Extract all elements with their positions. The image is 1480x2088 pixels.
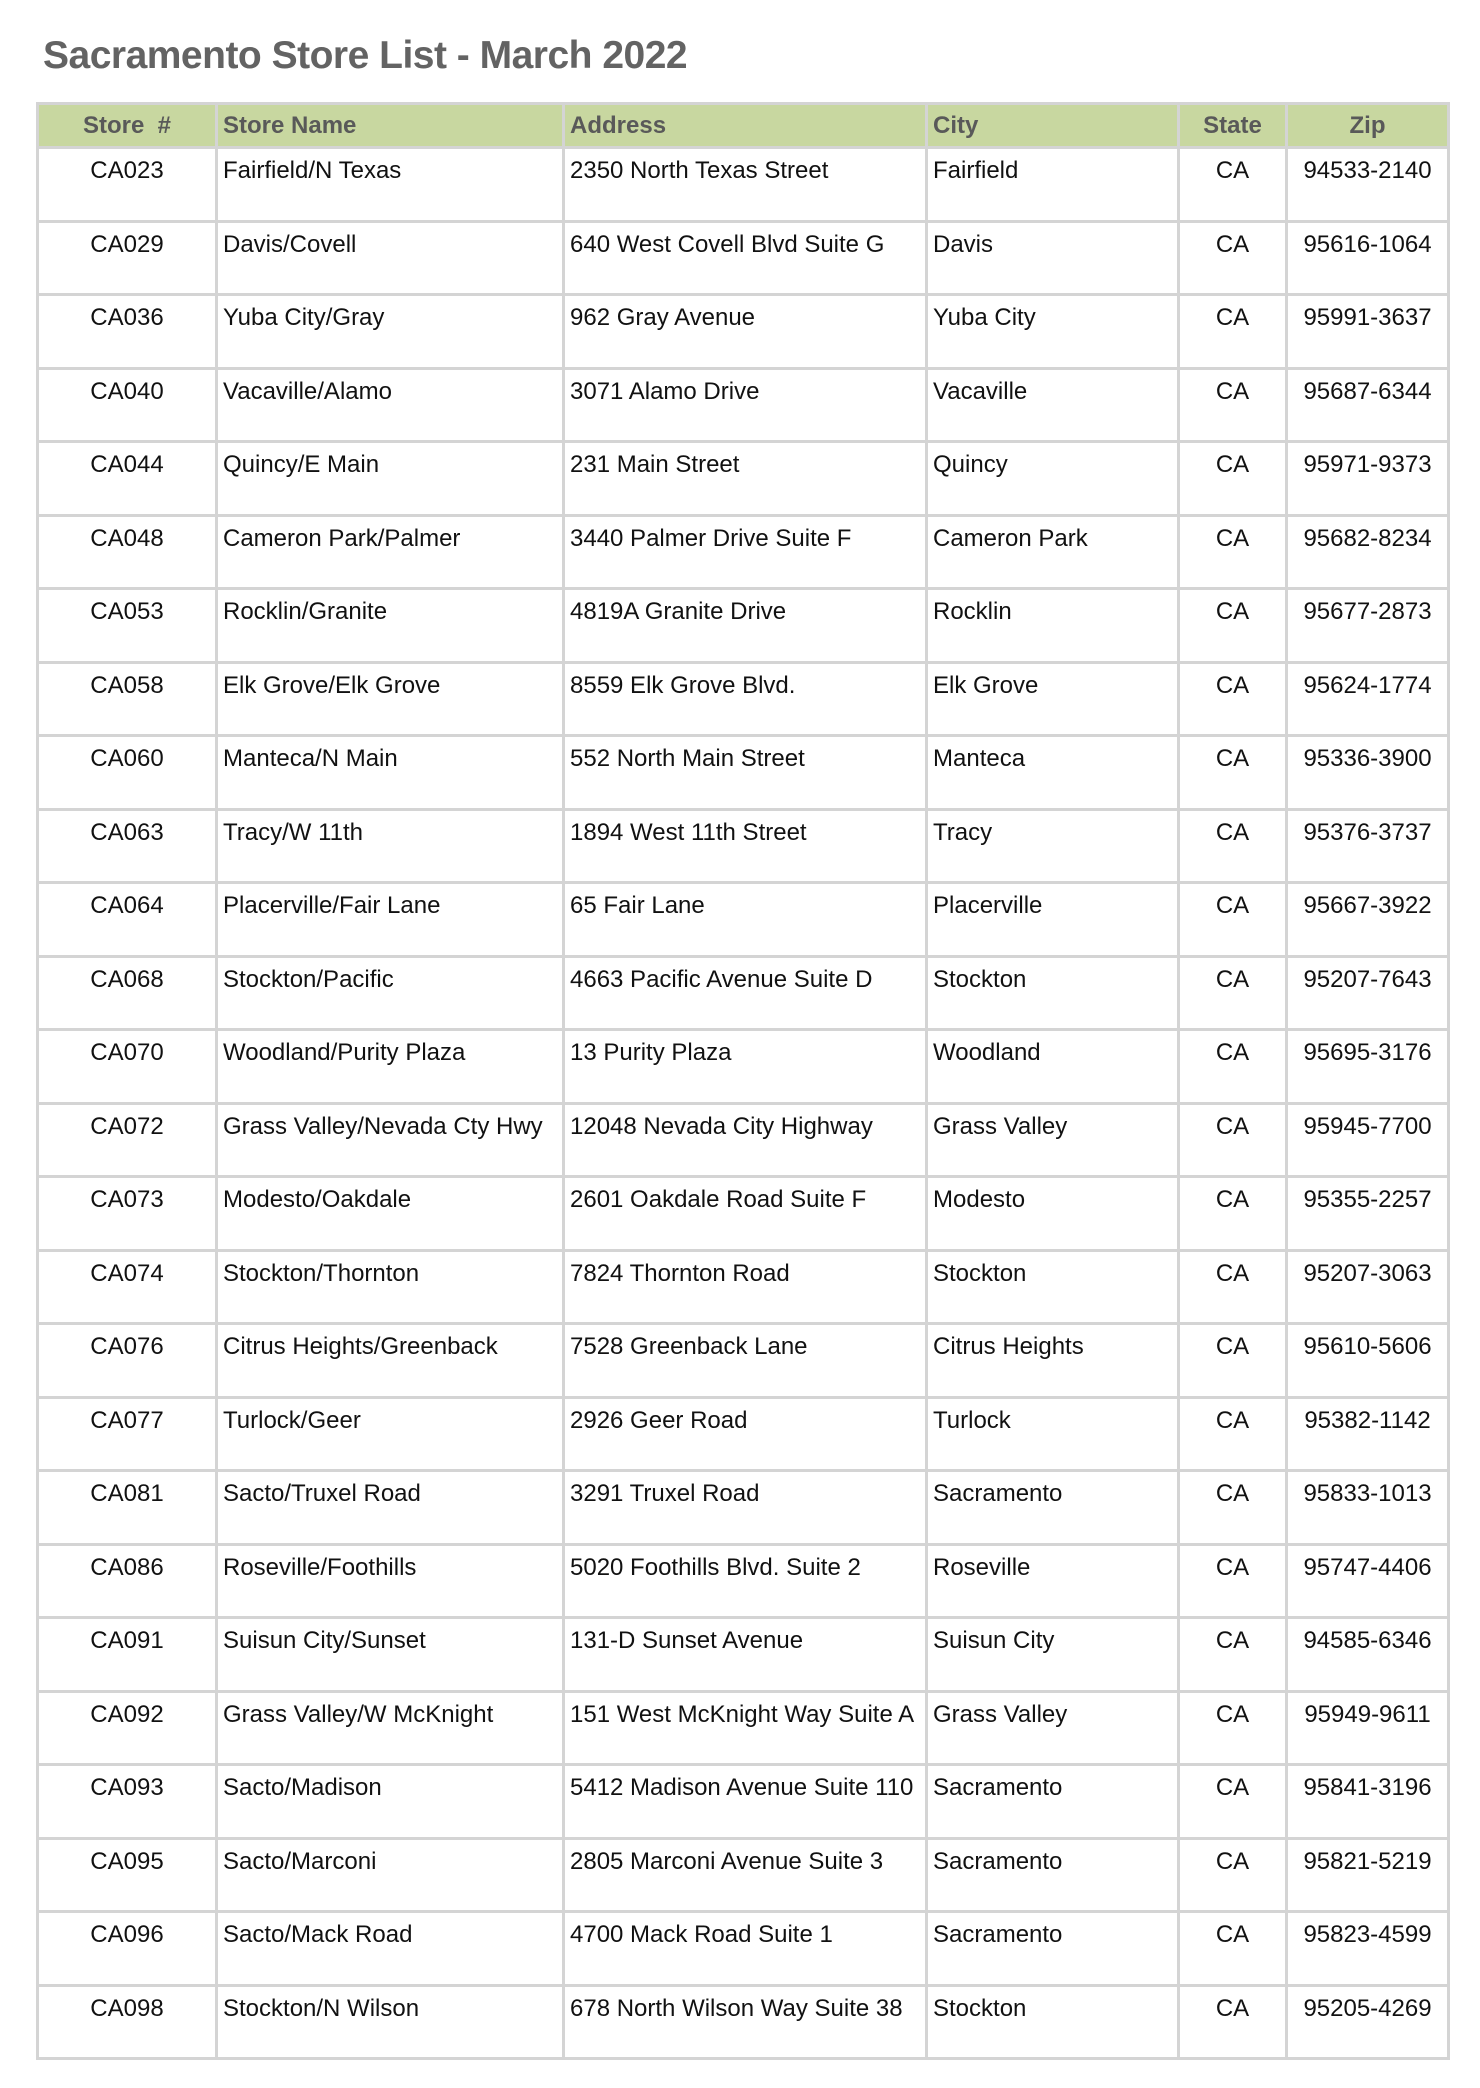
header-zip: Zip <box>1287 104 1449 148</box>
zip-cell: 94585-6346 <box>1287 1618 1449 1692</box>
store-name-cell: Modesto/Oakdale <box>217 1177 564 1251</box>
address-cell: 4819A Granite Drive <box>564 589 927 663</box>
state-cell: CA <box>1179 295 1287 369</box>
store-name-cell: Vacaville/Alamo <box>217 368 564 442</box>
address-cell: 962 Gray Avenue <box>564 295 927 369</box>
address-cell: 3071 Alamo Drive <box>564 368 927 442</box>
store-number-cell: CA058 <box>38 662 217 736</box>
store-name-cell: Cameron Park/Palmer <box>217 515 564 589</box>
city-cell: Rocklin <box>927 589 1179 663</box>
city-cell: Sacramento <box>927 1765 1179 1839</box>
city-cell: Cameron Park <box>927 515 1179 589</box>
table-row <box>38 1985 1449 2059</box>
zip-cell: 95207-3063 <box>1287 1250 1449 1324</box>
header-store-number: Store # <box>38 104 217 148</box>
state-cell: CA <box>1179 442 1287 516</box>
zip-cell: 95376-3737 <box>1287 809 1449 883</box>
city-cell: Suisun City <box>927 1618 1179 1692</box>
state-cell: CA <box>1179 956 1287 1030</box>
store-name-cell: Grass Valley/W McKnight <box>217 1691 564 1765</box>
city-cell: Stockton <box>927 1985 1179 2059</box>
store-number-cell: CA070 <box>38 1030 217 1104</box>
store-number-cell: CA063 <box>38 809 217 883</box>
city-cell: Grass Valley <box>927 1691 1179 1765</box>
table-row <box>38 1250 1449 1324</box>
state-cell: CA <box>1179 221 1287 295</box>
table-row <box>38 1177 1449 1251</box>
store-number-cell: CA040 <box>38 368 217 442</box>
address-cell: 2926 Geer Road <box>564 1397 927 1471</box>
table-row <box>38 809 1449 883</box>
state-cell: CA <box>1179 1838 1287 1912</box>
table-header <box>38 104 1449 148</box>
city-cell: Sacramento <box>927 1838 1179 1912</box>
city-cell: Sacramento <box>927 1912 1179 1986</box>
zip-cell: 95991-3637 <box>1287 295 1449 369</box>
store-table <box>36 102 1450 2060</box>
table-row <box>38 1765 1449 1839</box>
table-row <box>38 1103 1449 1177</box>
store-number-cell: CA098 <box>38 1985 217 2059</box>
address-cell: 640 West Covell Blvd Suite G <box>564 221 927 295</box>
address-cell: 5020 Foothills Blvd. Suite 2 <box>564 1544 927 1618</box>
zip-cell: 95945-7700 <box>1287 1103 1449 1177</box>
store-name-cell: Placerville/Fair Lane <box>217 883 564 957</box>
store-name-cell: Sacto/Truxel Road <box>217 1471 564 1545</box>
address-cell: 2601 Oakdale Road Suite F <box>564 1177 927 1251</box>
store-number-cell: CA095 <box>38 1838 217 1912</box>
table-row <box>38 1618 1449 1692</box>
table-row <box>38 662 1449 736</box>
state-cell: CA <box>1179 883 1287 957</box>
zip-cell: 95382-1142 <box>1287 1397 1449 1471</box>
city-cell: Yuba City <box>927 295 1179 369</box>
store-name-cell: Davis/Covell <box>217 221 564 295</box>
address-cell: 7528 Greenback Lane <box>564 1324 927 1398</box>
city-cell: Quincy <box>927 442 1179 516</box>
zip-cell: 95821-5219 <box>1287 1838 1449 1912</box>
store-name-cell: Fairfield/N Texas <box>217 148 564 222</box>
table-row <box>38 1912 1449 1986</box>
store-name-cell: Grass Valley/Nevada Cty Hwy <box>217 1103 564 1177</box>
table-row <box>38 1838 1449 1912</box>
store-number-cell: CA029 <box>38 221 217 295</box>
address-cell: 65 Fair Lane <box>564 883 927 957</box>
store-name-cell: Elk Grove/Elk Grove <box>217 662 564 736</box>
state-cell: CA <box>1179 589 1287 663</box>
header-state: State <box>1179 104 1287 148</box>
table-row <box>38 1471 1449 1545</box>
header-row <box>38 104 1449 148</box>
state-cell: CA <box>1179 1324 1287 1398</box>
zip-cell: 95747-4406 <box>1287 1544 1449 1618</box>
store-number-cell: CA081 <box>38 1471 217 1545</box>
address-cell: 5412 Madison Avenue Suite 110 <box>564 1765 927 1839</box>
table-row <box>38 442 1449 516</box>
store-number-cell: CA077 <box>38 1397 217 1471</box>
city-cell: Stockton <box>927 1250 1179 1324</box>
state-cell: CA <box>1179 1177 1287 1251</box>
city-cell: Turlock <box>927 1397 1179 1471</box>
state-cell: CA <box>1179 736 1287 810</box>
store-number-cell: CA074 <box>38 1250 217 1324</box>
address-cell: 4663 Pacific Avenue Suite D <box>564 956 927 1030</box>
address-cell: 3291 Truxel Road <box>564 1471 927 1545</box>
state-cell: CA <box>1179 1471 1287 1545</box>
city-cell: Tracy <box>927 809 1179 883</box>
zip-cell: 94533-2140 <box>1287 148 1449 222</box>
city-cell: Vacaville <box>927 368 1179 442</box>
table-row <box>38 1691 1449 1765</box>
state-cell: CA <box>1179 1030 1287 1104</box>
address-cell: 8559 Elk Grove Blvd. <box>564 662 927 736</box>
store-number-cell: CA076 <box>38 1324 217 1398</box>
store-name-cell: Yuba City/Gray <box>217 295 564 369</box>
store-number-cell: CA086 <box>38 1544 217 1618</box>
city-cell: Stockton <box>927 956 1179 1030</box>
address-cell: 7824 Thornton Road <box>564 1250 927 1324</box>
store-name-cell: Stockton/Pacific <box>217 956 564 1030</box>
store-number-cell: CA048 <box>38 515 217 589</box>
address-cell: 3440 Palmer Drive Suite F <box>564 515 927 589</box>
zip-cell: 95833-1013 <box>1287 1471 1449 1545</box>
table-row <box>38 589 1449 663</box>
city-cell: Roseville <box>927 1544 1179 1618</box>
state-cell: CA <box>1179 1765 1287 1839</box>
address-cell: 1894 West 11th Street <box>564 809 927 883</box>
zip-cell: 95841-3196 <box>1287 1765 1449 1839</box>
city-cell: Modesto <box>927 1177 1179 1251</box>
state-cell: CA <box>1179 148 1287 222</box>
zip-cell: 95695-3176 <box>1287 1030 1449 1104</box>
state-cell: CA <box>1179 1985 1287 2059</box>
address-cell: 151 West McKnight Way Suite A <box>564 1691 927 1765</box>
zip-cell: 95336-3900 <box>1287 736 1449 810</box>
zip-cell: 95610-5606 <box>1287 1324 1449 1398</box>
store-number-cell: CA068 <box>38 956 217 1030</box>
store-number-cell: CA064 <box>38 883 217 957</box>
zip-cell: 95205-4269 <box>1287 1985 1449 2059</box>
state-cell: CA <box>1179 809 1287 883</box>
zip-cell: 95616-1064 <box>1287 221 1449 295</box>
address-cell: 12048 Nevada City Highway <box>564 1103 927 1177</box>
table-row <box>38 515 1449 589</box>
store-name-cell: Suisun City/Sunset <box>217 1618 564 1692</box>
store-name-cell: Tracy/W 11th <box>217 809 564 883</box>
store-name-cell: Turlock/Geer <box>217 1397 564 1471</box>
store-number-cell: CA044 <box>38 442 217 516</box>
store-number-cell: CA092 <box>38 1691 217 1765</box>
store-number-cell: CA036 <box>38 295 217 369</box>
address-cell: 13 Purity Plaza <box>564 1030 927 1104</box>
store-name-cell: Manteca/N Main <box>217 736 564 810</box>
address-cell: 2350 North Texas Street <box>564 148 927 222</box>
state-cell: CA <box>1179 368 1287 442</box>
store-number-cell: CA073 <box>38 1177 217 1251</box>
city-cell: Citrus Heights <box>927 1324 1179 1398</box>
zip-cell: 95207-7643 <box>1287 956 1449 1030</box>
table-row <box>38 736 1449 810</box>
table-row <box>38 1544 1449 1618</box>
store-name-cell: Sacto/Madison <box>217 1765 564 1839</box>
address-cell: 678 North Wilson Way Suite 38 <box>564 1985 927 2059</box>
address-cell: 552 North Main Street <box>564 736 927 810</box>
city-cell: Elk Grove <box>927 662 1179 736</box>
state-cell: CA <box>1179 515 1287 589</box>
store-name-cell: Sacto/Mack Road <box>217 1912 564 1986</box>
state-cell: CA <box>1179 1544 1287 1618</box>
store-number-cell: CA096 <box>38 1912 217 1986</box>
city-cell: Manteca <box>927 736 1179 810</box>
zip-cell: 95823-4599 <box>1287 1912 1449 1986</box>
zip-cell: 95949-9611 <box>1287 1691 1449 1765</box>
header-city: City <box>927 104 1179 148</box>
table-row <box>38 1397 1449 1471</box>
city-cell: Sacramento <box>927 1471 1179 1545</box>
state-cell: CA <box>1179 1618 1287 1692</box>
store-number-cell: CA093 <box>38 1765 217 1839</box>
store-number-cell: CA060 <box>38 736 217 810</box>
store-name-cell: Woodland/Purity Plaza <box>217 1030 564 1104</box>
store-name-cell: Stockton/N Wilson <box>217 1985 564 2059</box>
table-row <box>38 883 1449 957</box>
store-number-cell: CA091 <box>38 1618 217 1692</box>
city-cell: Woodland <box>927 1030 1179 1104</box>
page-title: Sacramento Store List - March 2022 <box>43 34 688 77</box>
zip-cell: 95971-9373 <box>1287 442 1449 516</box>
address-cell: 4700 Mack Road Suite 1 <box>564 1912 927 1986</box>
store-number-cell: CA053 <box>38 589 217 663</box>
address-cell: 2805 Marconi Avenue Suite 3 <box>564 1838 927 1912</box>
store-number-cell: CA023 <box>38 148 217 222</box>
state-cell: CA <box>1179 1250 1287 1324</box>
store-name-cell: Rocklin/Granite <box>217 589 564 663</box>
city-cell: Grass Valley <box>927 1103 1179 1177</box>
city-cell: Davis <box>927 221 1179 295</box>
store-name-cell: Citrus Heights/Greenback <box>217 1324 564 1398</box>
table-row <box>38 295 1449 369</box>
table-row <box>38 148 1449 222</box>
zip-cell: 95355-2257 <box>1287 1177 1449 1251</box>
header-store-name: Store Name <box>217 104 564 148</box>
table-body <box>38 148 1449 2059</box>
header-address: Address <box>564 104 927 148</box>
state-cell: CA <box>1179 1691 1287 1765</box>
address-cell: 131-D Sunset Avenue <box>564 1618 927 1692</box>
state-cell: CA <box>1179 1912 1287 1986</box>
zip-cell: 95624-1774 <box>1287 662 1449 736</box>
store-name-cell: Sacto/Marconi <box>217 1838 564 1912</box>
table-row <box>38 956 1449 1030</box>
city-cell: Placerville <box>927 883 1179 957</box>
store-number-cell: CA072 <box>38 1103 217 1177</box>
table-row <box>38 1324 1449 1398</box>
store-name-cell: Stockton/Thornton <box>217 1250 564 1324</box>
store-name-cell: Quincy/E Main <box>217 442 564 516</box>
table-row <box>38 221 1449 295</box>
zip-cell: 95682-8234 <box>1287 515 1449 589</box>
zip-cell: 95677-2873 <box>1287 589 1449 663</box>
state-cell: CA <box>1179 1397 1287 1471</box>
address-cell: 231 Main Street <box>564 442 927 516</box>
zip-cell: 95667-3922 <box>1287 883 1449 957</box>
state-cell: CA <box>1179 1103 1287 1177</box>
store-name-cell: Roseville/Foothills <box>217 1544 564 1618</box>
table-row <box>38 1030 1449 1104</box>
state-cell: CA <box>1179 662 1287 736</box>
table-row <box>38 368 1449 442</box>
city-cell: Fairfield <box>927 148 1179 222</box>
zip-cell: 95687-6344 <box>1287 368 1449 442</box>
